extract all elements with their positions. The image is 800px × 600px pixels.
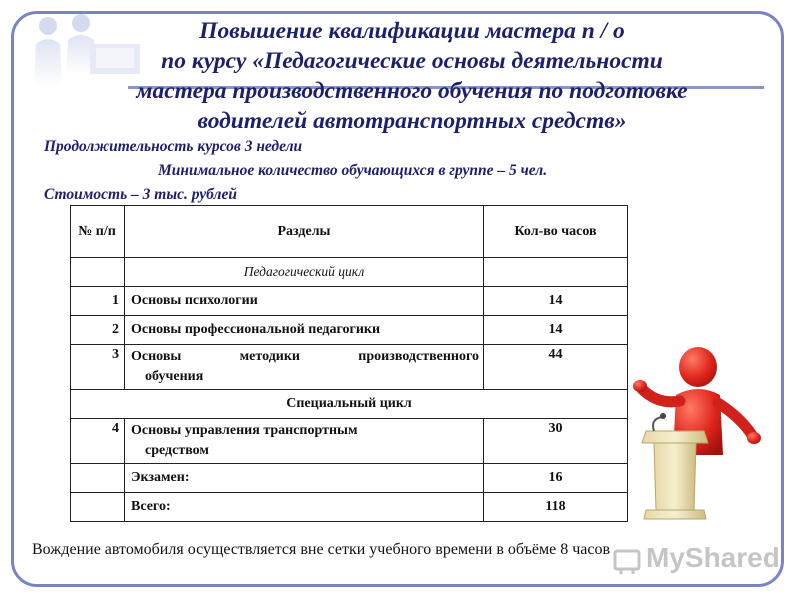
cycle-label-ped: Педагогический цикл [125,258,484,287]
driving-note: Вождение автомобиля осуществляется вне сетки учебного времени в объёме 8 часов [32,541,611,558]
title-line-2: по курсу «Педагогические основы деятельности [161,48,663,74]
speaker-at-podium-figure [628,345,768,525]
row-section-line-1: Основы управления транспортным [131,423,358,438]
title-line-4: водителей автотранспортных средств» [197,108,627,134]
total-row [71,493,628,522]
course-cost: Стоимость – 3 тыс. рублей [44,186,237,203]
cycle-row-ped [71,258,628,287]
row-num: 3 [71,345,125,390]
title-line-1: Повышение квалификации мастера п / о [199,18,625,44]
min-group-size: Минимальное количество обучающихся в группе – 5 чел. [158,162,548,179]
row-section-line-2: средством [145,443,209,458]
table-row [71,345,628,390]
cycle-row-spec [71,390,628,419]
row-hours: 44 [484,345,628,390]
watermark [612,542,780,575]
curriculum-table [70,205,628,522]
header-num: № п/п [71,206,125,258]
row-section-line-1: Основы методики производственного [131,349,479,364]
row-hours: 14 [484,316,628,345]
title-line-3: мастера производственного обучения по подготовке [136,78,688,104]
header-hours: Кол-во часов [484,206,628,258]
row-section-line-2: обучения [145,369,204,384]
table-cell [484,258,628,287]
exam-hours: 16 [484,464,628,493]
row-section [125,345,484,390]
slide-title [92,16,732,136]
exam-label: Экзамен: [125,464,484,493]
row-hours: 14 [484,287,628,316]
table-row [71,419,628,464]
course-duration: Продолжительность курсов 3 недели [44,138,303,155]
watermark-text: MyShared [646,542,780,573]
row-section: Основы профессиональной педагогики [125,316,484,345]
row-section [125,419,484,464]
row-hours: 30 [484,419,628,464]
total-hours: 118 [484,493,628,522]
table-row [71,287,628,316]
row-section: Основы психологии [125,287,484,316]
row-num: 2 [71,316,125,345]
header-section: Разделы [125,206,484,258]
total-label: Всего: [125,493,484,522]
table-header-row [71,206,628,258]
row-num: 1 [71,287,125,316]
myshared-logo-icon [612,545,642,575]
cycle-label-spec: Специальный цикл [71,390,628,419]
table-cell [71,493,125,522]
table-row [71,316,628,345]
table-cell [71,258,125,287]
exam-row [71,464,628,493]
table-cell [71,464,125,493]
row-num: 4 [71,419,125,464]
